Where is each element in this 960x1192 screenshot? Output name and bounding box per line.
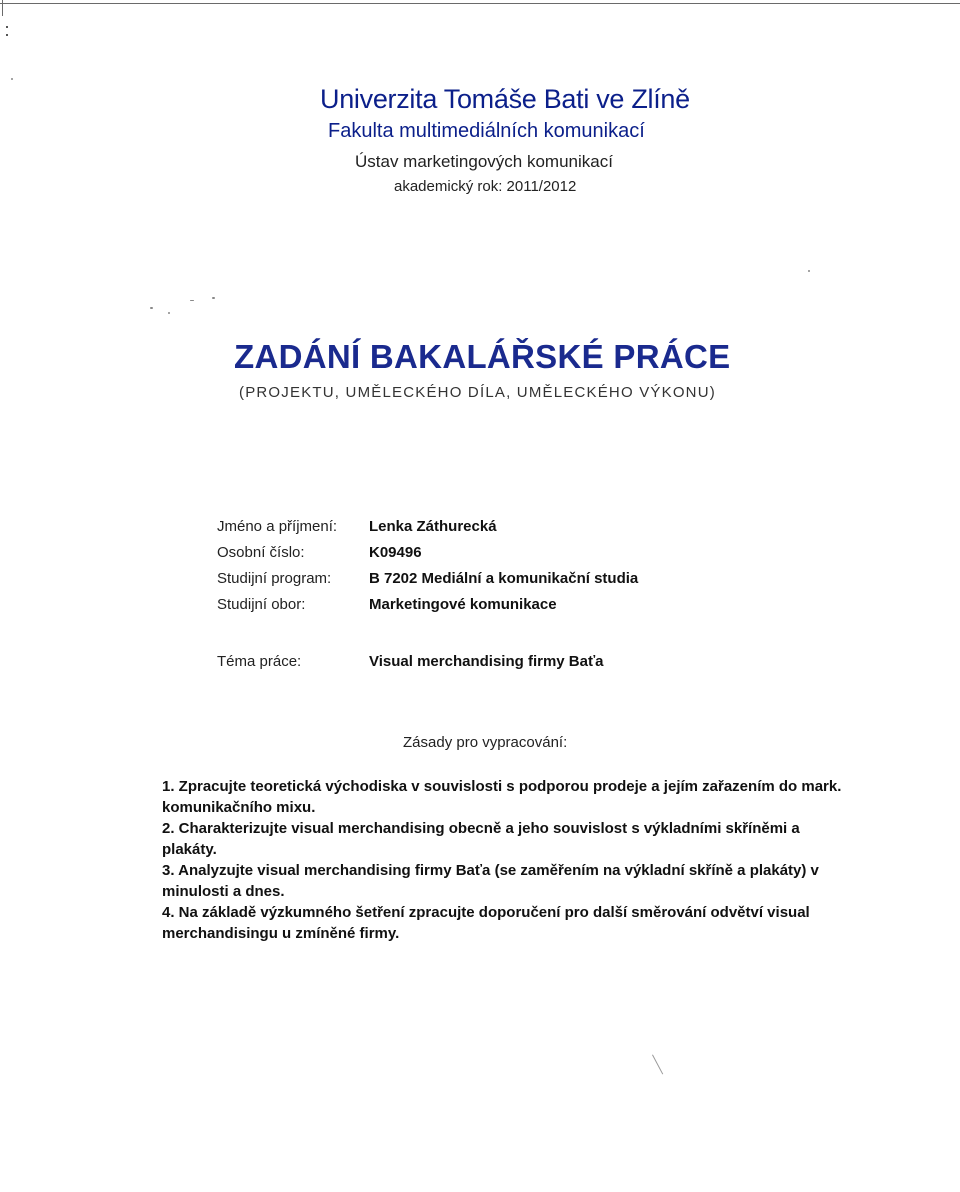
scan-speck <box>11 78 13 80</box>
principle-item: 2. Charakterizujte visual merchandising obecně a jeho souvislost s výkladními skříněmi a plakáty. <box>162 820 800 858</box>
principles-list <box>162 776 852 944</box>
id-value: K09496 <box>369 544 422 561</box>
scan-speck <box>212 297 215 299</box>
field-label: Studijní obor: <box>217 596 306 613</box>
principles-heading: Zásady pro vypracování: <box>403 734 568 751</box>
university-name: Univerzita Tomáše Bati ve Zlíně <box>320 84 690 114</box>
scan-edge-line <box>0 3 960 4</box>
scan-dot <box>6 34 8 36</box>
topic-value: Visual merchandising firmy Baťa <box>369 653 604 670</box>
document-title: ZADÁNÍ BAKALÁŘSKÉ PRÁCE <box>234 338 731 375</box>
academic-year: akademický rok: 2011/2012 <box>394 178 577 195</box>
scan-dot <box>6 26 8 28</box>
scan-speck <box>190 300 194 301</box>
name-label: Jméno a příjmení: <box>217 518 338 535</box>
id-label: Osobní číslo: <box>217 544 305 561</box>
name-value: Lenka Záthurecká <box>369 518 497 535</box>
program-label: Studijní program: <box>217 570 332 587</box>
program-value: B 7202 Mediální a komunikační studia <box>369 570 639 587</box>
institute-name: Ústav marketingových komunikací <box>355 152 613 171</box>
principle-item: 3. Analyzujte visual merchandising firmy Baťa (se zaměřením na výkladní skříně a plakáty) v minulosti a dnes. <box>162 862 819 900</box>
field-value: Marketingové komunikace <box>369 596 557 613</box>
scan-speck <box>808 270 810 272</box>
principle-item: 1. Zpracujte teoretická východiska v souvislosti s podporou prodeje a jejím zařazením do mark. komunikačního mixu. <box>162 778 842 816</box>
faculty-name: Fakulta multimediálních komunikací <box>328 120 645 142</box>
document-subtitle: (PROJEKTU, UMĚLECKÉHO DÍLA, UMĚLECKÉHO VÝKONU) <box>239 384 716 401</box>
scan-edge-mark <box>2 0 3 16</box>
topic-label: Téma práce: <box>217 653 302 670</box>
scan-speck <box>168 312 170 314</box>
stray-pen-mark <box>652 1055 663 1075</box>
principle-item: 4. Na základě výzkumného šetření zpracujte doporučení pro další směrování odvětví visual merchandisingu u zmíněné firmy. <box>162 904 810 942</box>
scan-speck <box>150 307 153 309</box>
